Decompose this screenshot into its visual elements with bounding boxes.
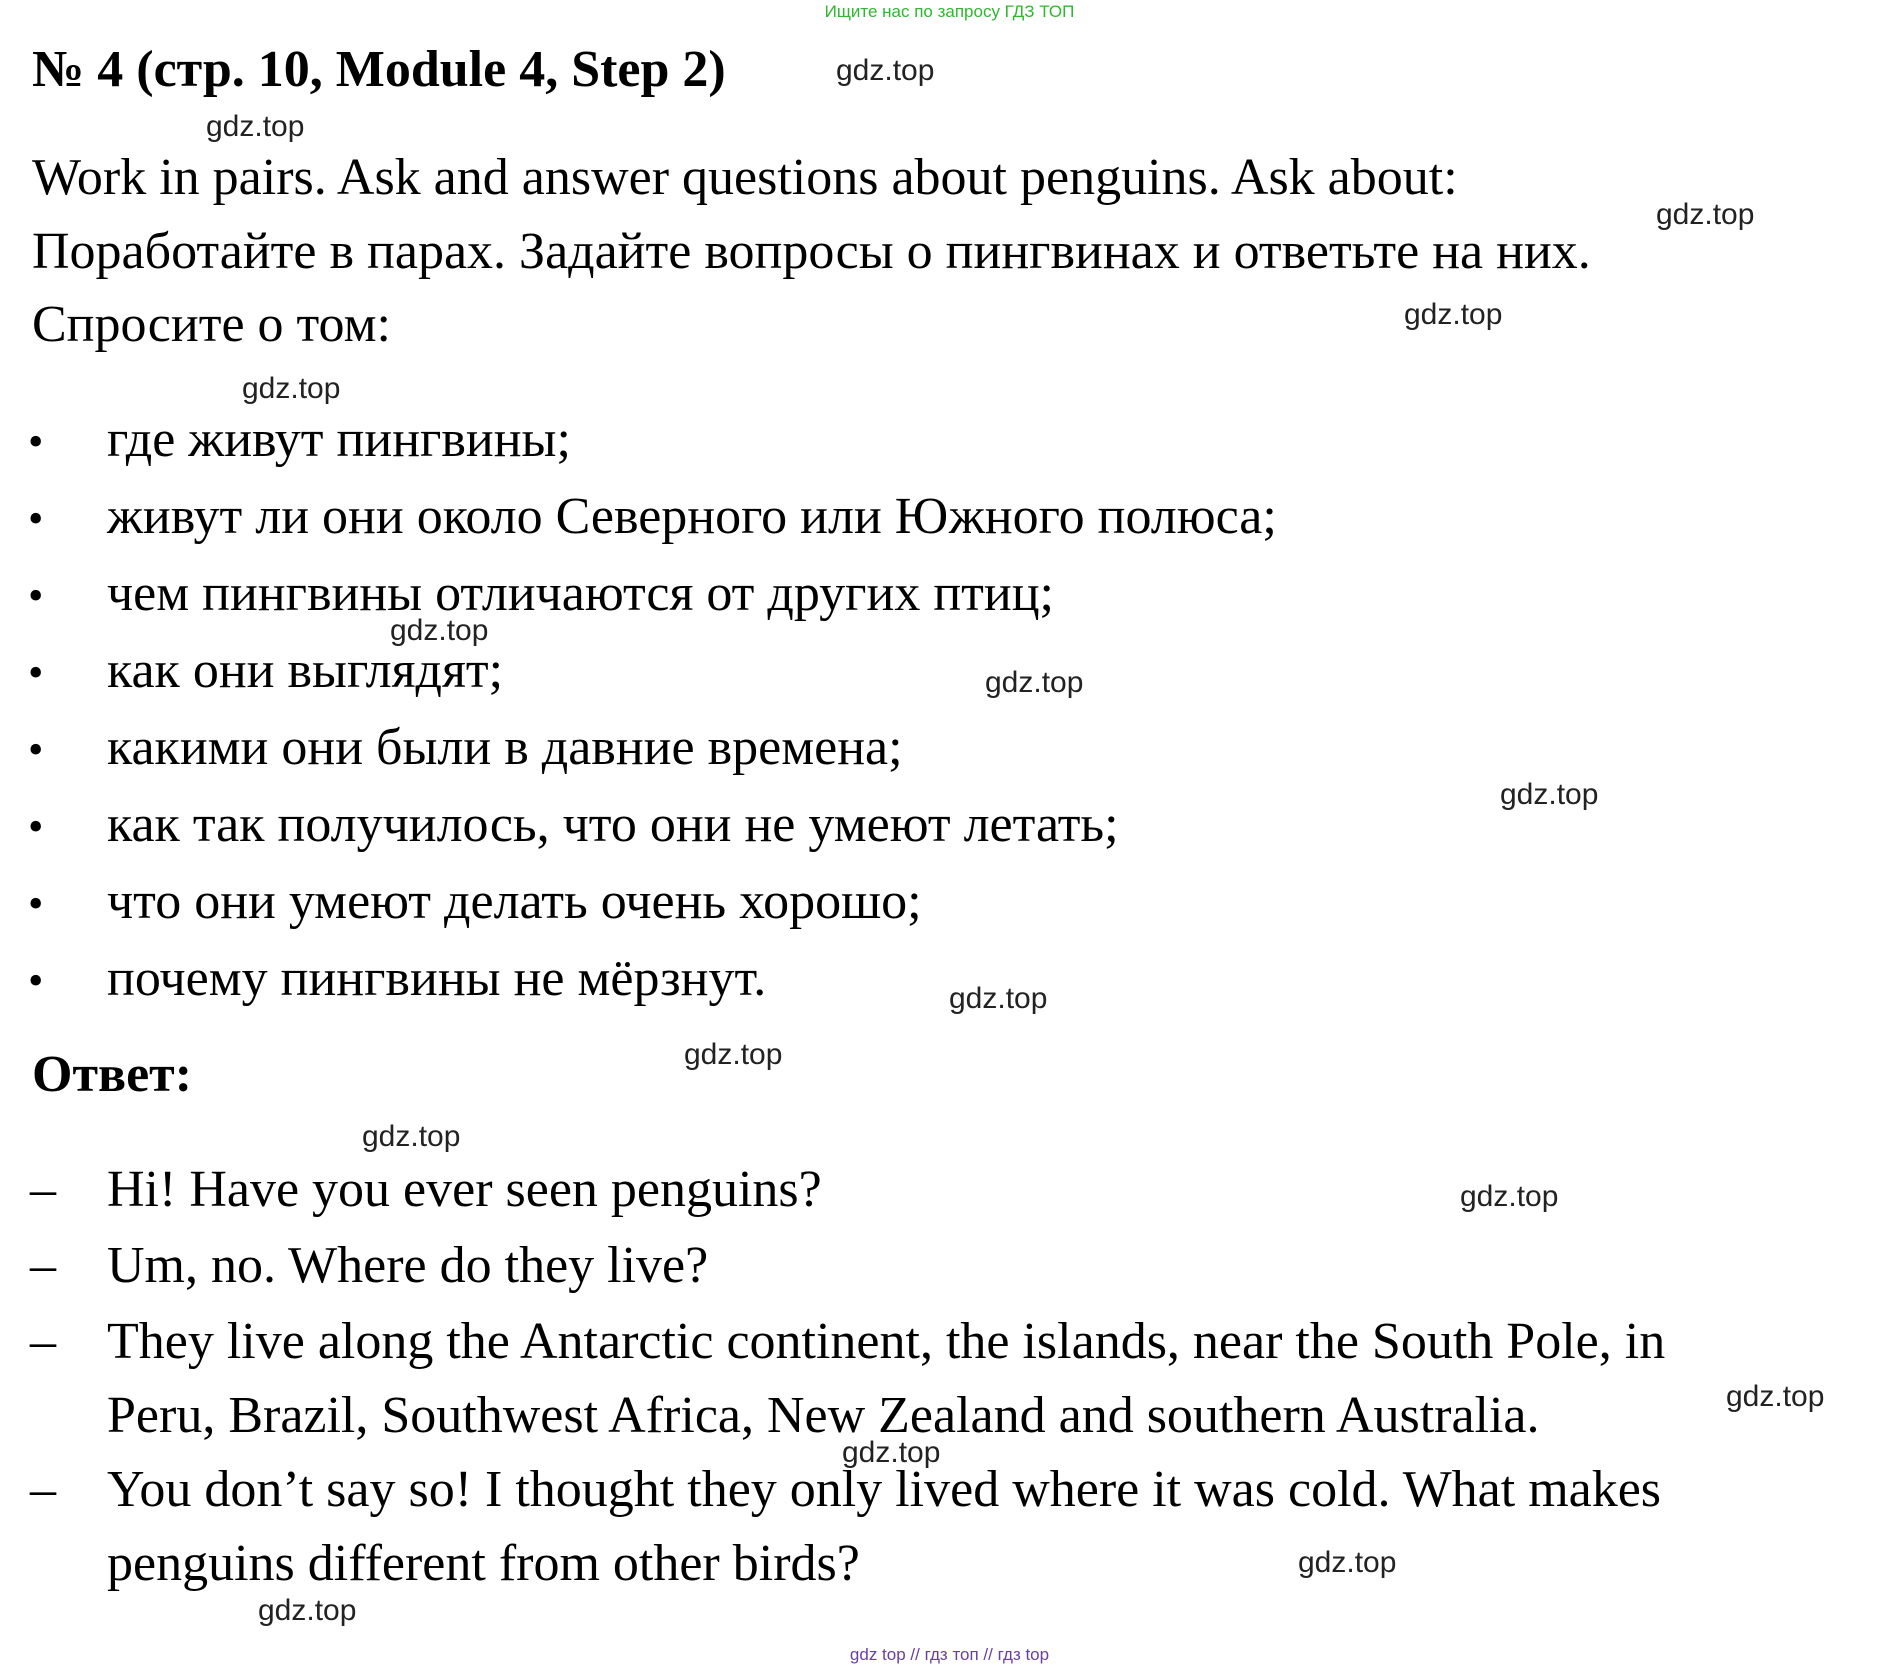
watermark: gdz.top [1500, 778, 1599, 811]
watermark: gdz.top [1404, 298, 1503, 331]
task-russian-line-2: Спросите о том: [32, 296, 391, 353]
bullet-item: чем пингвины отличаются от других птиц; [107, 565, 1054, 622]
watermark: gdz.top [390, 614, 489, 647]
page-title: № 4 (стр. 10, Module 4, Step 2) [32, 41, 726, 98]
dialog-line: Um, no. Where do they live? [107, 1237, 709, 1294]
bullet-item: живут ли они около Северного или Южного полюса; [107, 488, 1277, 545]
watermark: gdz.top [842, 1436, 941, 1469]
dialog-dash: – [30, 1161, 56, 1218]
watermark: gdz.top [1656, 198, 1755, 231]
watermark: gdz.top [684, 1038, 783, 1071]
bullet-marker: • [28, 494, 44, 543]
bullet-item: какими они были в давние времена; [107, 719, 903, 776]
bullet-marker: • [28, 571, 44, 620]
bullet-marker: • [28, 956, 44, 1005]
dialog-line-continued: penguins different from other birds? [107, 1535, 860, 1592]
bullet-marker: • [28, 802, 44, 851]
bullet-item: почему пингвины не мёрзнут. [107, 950, 767, 1007]
dialog-line: Hi! Have you ever seen penguins? [107, 1161, 822, 1218]
bullet-item: где живут пингвины; [107, 411, 571, 468]
bullet-marker: • [28, 879, 44, 928]
watermark: gdz.top [949, 982, 1048, 1015]
dialog-dash: – [30, 1237, 56, 1294]
watermark: gdz.top [836, 54, 935, 87]
watermark: gdz.top [362, 1120, 461, 1153]
task-english: Work in pairs. Ask and answer questions about penguins. Ask about: [32, 149, 1458, 206]
bullet-marker: • [28, 417, 44, 466]
answer-heading: Ответ: [32, 1046, 193, 1103]
watermark: gdz.top [985, 666, 1084, 699]
bullet-item: как так получилось, что они не умеют летать; [107, 796, 1119, 853]
top-banner: Ищите нас по запросу ГДЗ ТОП [824, 2, 1075, 21]
watermark: gdz.top [206, 110, 305, 143]
footer-text: gdz top // гдз топ // гдз top [849, 1645, 1050, 1664]
dialog-line: They live along the Antarctic continent, the islands, near the South Pole, in [107, 1313, 1666, 1370]
watermark: gdz.top [1726, 1380, 1825, 1413]
bullet-marker: • [28, 648, 44, 697]
watermark: gdz.top [1298, 1546, 1397, 1579]
bullet-item: что они умеют делать очень хорошо; [107, 873, 922, 930]
watermark: gdz.top [1460, 1180, 1559, 1213]
watermark: gdz.top [258, 1594, 357, 1627]
dialog-dash: – [30, 1461, 56, 1518]
task-russian-line-1: Поработайте в парах. Задайте вопросы о пингвинах и ответьте на них. [32, 223, 1591, 280]
bullet-marker: • [28, 725, 44, 774]
bullet-item: как они выглядят; [107, 642, 504, 699]
dialog-dash: – [30, 1313, 56, 1370]
watermark: gdz.top [242, 372, 341, 405]
dialog-line: You don’t say so! I thought they only lived where it was cold. What makes [107, 1461, 1662, 1518]
dialog-line-continued: Peru, Brazil, Southwest Africa, New Zealand and southern Australia. [107, 1387, 1540, 1444]
